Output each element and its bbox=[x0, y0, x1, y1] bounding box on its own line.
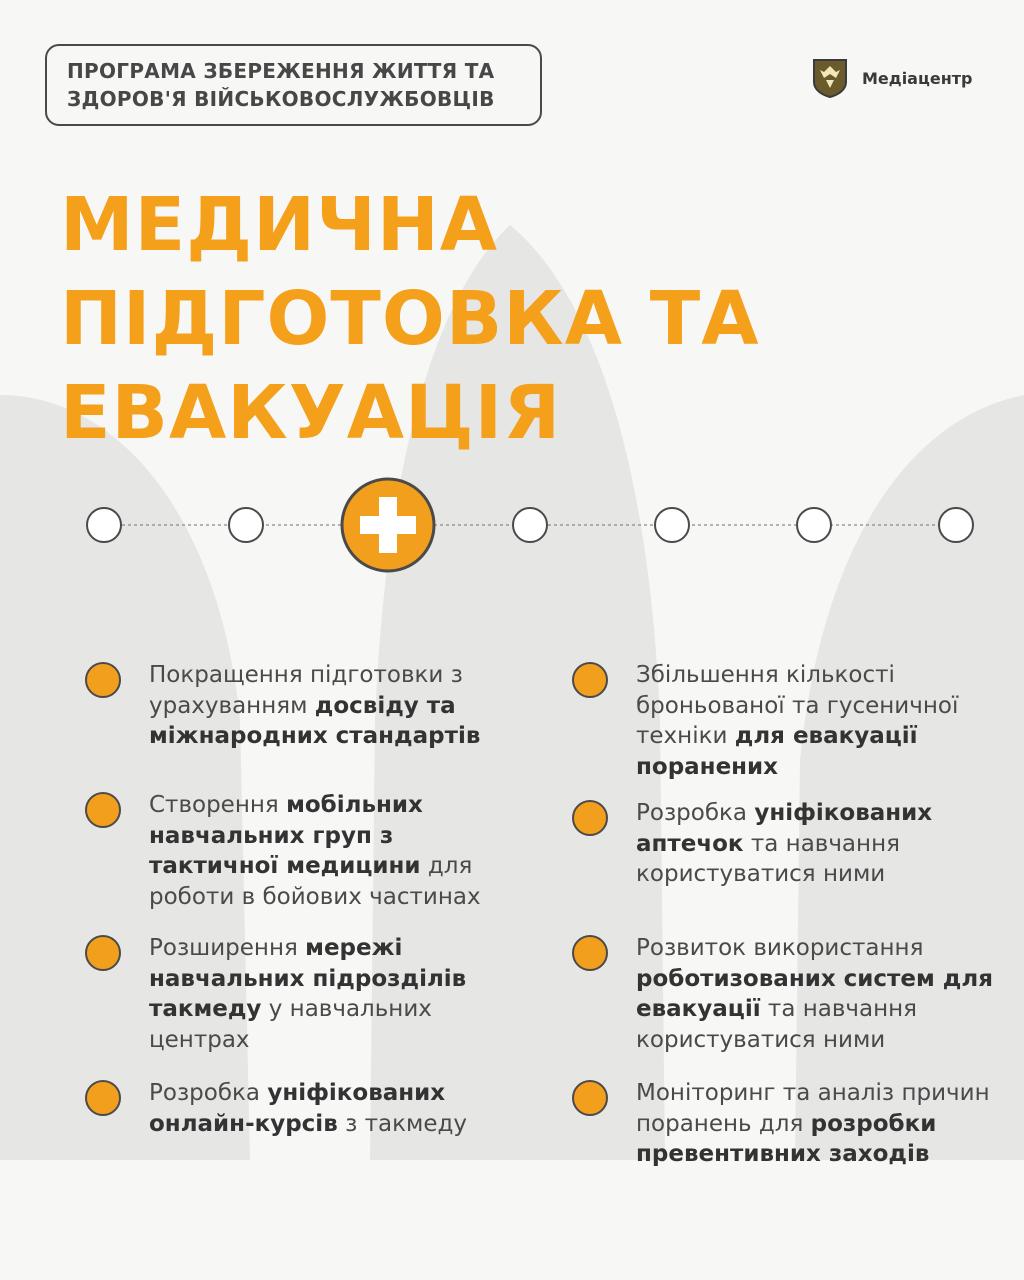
title-line-2: ПІДГОТОВКА ТА bbox=[60, 276, 760, 362]
plain-text: урахуванням bbox=[149, 692, 315, 719]
bullet-icon bbox=[85, 662, 121, 698]
list-item-text bbox=[636, 798, 1012, 890]
plain-text: Створення bbox=[149, 792, 287, 818]
medical-cross-icon bbox=[342, 479, 434, 571]
bullet-icon bbox=[85, 792, 121, 828]
list-item-text bbox=[149, 933, 525, 1055]
plain-text: Збільшення кількості броньованої та гусеничної техніки bbox=[636, 662, 959, 749]
title-line-1: МЕДИЧНА bbox=[60, 182, 499, 268]
mediacenter-label: Медіацентр bbox=[862, 68, 973, 88]
list-item bbox=[85, 1078, 525, 1139]
bullet-icon bbox=[572, 662, 608, 698]
list-item bbox=[572, 660, 1012, 782]
timeline-step-dot bbox=[87, 508, 121, 542]
list-item-text bbox=[636, 933, 1012, 1055]
highlight-text: уніфікованих онлайн-курсів bbox=[149, 1080, 446, 1137]
highlight-text: уніфікованих аптечок bbox=[636, 800, 933, 857]
plain-text: Моніторинг та аналіз причин поранень для bbox=[636, 1080, 990, 1137]
list-item-text bbox=[636, 1078, 1012, 1170]
program-title-line-1: ПРОГРАМА ЗБЕРЕЖЕННЯ ЖИТТЯ ТА bbox=[67, 59, 495, 83]
list-item bbox=[572, 798, 1012, 890]
highlight-text: досвіду та міжнародних стандартів bbox=[149, 692, 481, 749]
timeline-step-dot bbox=[797, 508, 831, 542]
list-item-text bbox=[149, 1078, 525, 1139]
list-item-text bbox=[149, 660, 525, 752]
bullet-icon bbox=[85, 935, 121, 971]
coat-of-arms-icon bbox=[812, 58, 848, 98]
plain-text: Розробка bbox=[149, 1080, 268, 1106]
highlight-text: роботизованих систем для евакуації bbox=[636, 965, 993, 1022]
bullet-icon bbox=[572, 800, 608, 836]
highlight-text: мережі навчальних підрозділів такмеду bbox=[149, 935, 467, 1022]
plain-text: у навчальних центрах bbox=[149, 996, 432, 1053]
plain-text: Розробка bbox=[636, 800, 755, 826]
highlight-text: розробки превентивних заходів bbox=[636, 1110, 937, 1167]
highlight-text: мобільних навчальних груп з тактичної медицини bbox=[149, 792, 423, 879]
list-item-text bbox=[636, 660, 1012, 782]
list-item-text bbox=[149, 790, 525, 912]
bullet-icon bbox=[572, 935, 608, 971]
bullet-icon bbox=[85, 1080, 121, 1116]
plain-text: та навчання користуватися ними bbox=[636, 996, 918, 1053]
timeline-step-dot bbox=[655, 508, 689, 542]
plain-text: Покращення підготовки з bbox=[149, 662, 463, 688]
title-line-3: ЕВАКУАЦІЯ bbox=[60, 370, 562, 456]
mediacenter-logo bbox=[812, 58, 972, 98]
program-title-line-2: ЗДОРОВ'Я ВІЙСЬКОВОСЛУЖБОВЦІВ bbox=[67, 87, 495, 111]
plain-text: та навчання користуватися ними bbox=[636, 830, 900, 887]
plain-text: Розширення bbox=[149, 935, 306, 961]
main-title bbox=[60, 178, 760, 460]
timeline-step-dot bbox=[229, 508, 263, 542]
step-timeline bbox=[0, 476, 1024, 576]
program-title-box bbox=[45, 44, 542, 126]
list-item bbox=[85, 790, 525, 912]
bullet-icon bbox=[572, 1080, 608, 1116]
timeline-step-dot bbox=[513, 508, 547, 542]
list-item bbox=[572, 1078, 1012, 1170]
highlight-text: для евакуації поранених bbox=[636, 723, 918, 780]
plain-text: з такмеду bbox=[337, 1110, 468, 1137]
list-item bbox=[85, 660, 525, 752]
timeline-step-dot bbox=[939, 508, 973, 542]
plain-text: Розвиток використання bbox=[636, 935, 924, 961]
plain-text: для роботи в бойових частинах bbox=[149, 853, 481, 910]
list-item bbox=[85, 933, 525, 1055]
list-item bbox=[572, 933, 1012, 1055]
